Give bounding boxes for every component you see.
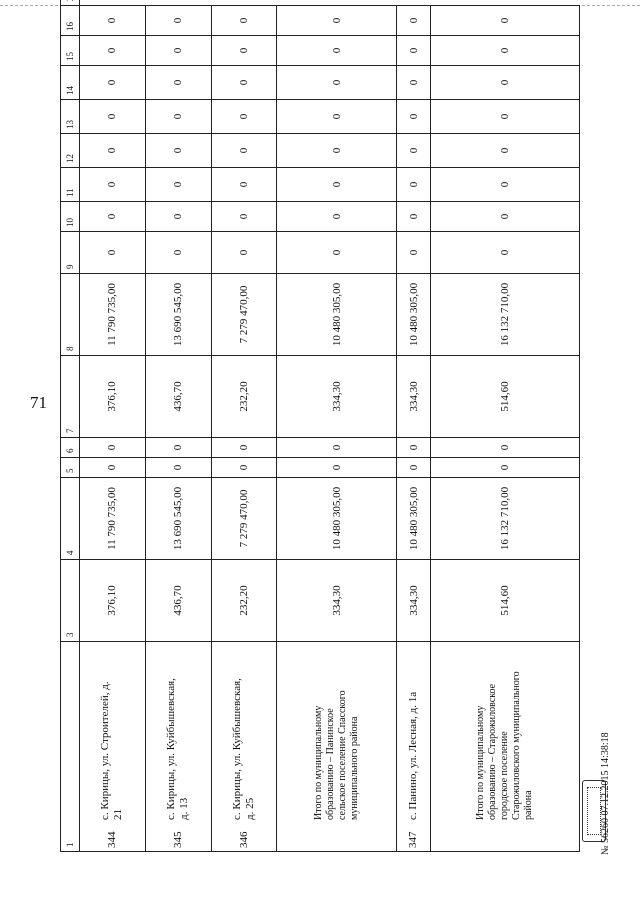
value-cell-c15: 0: [431, 36, 580, 66]
value-cell-c4: 7 279 470,00: [211, 478, 277, 560]
value-cell-c7: 514,60: [431, 356, 580, 438]
value-cell-c12: 0: [211, 134, 277, 168]
value-cell-c14: 0: [277, 66, 396, 100]
value-cell-c3: 334,30: [277, 560, 396, 642]
value-cell-c4: 11 790 735,00: [80, 478, 146, 560]
address-text: с. Кирицы, ул. Куйбышевская, д. 13: [165, 678, 191, 820]
value-cell-c10: 0: [396, 202, 430, 232]
value-cell-c16: 0: [80, 6, 146, 36]
value-cell-c6: 0: [431, 438, 580, 458]
value-cell-c6: 0: [396, 438, 430, 458]
header-cell: 3: [61, 560, 80, 642]
value-cell-c5: 0: [80, 458, 146, 478]
value-cell-c7: 376,10: [80, 356, 146, 438]
header-cell: 8: [61, 274, 80, 356]
value-cell-c10: 0: [211, 202, 277, 232]
value-cell-c14: 0: [431, 66, 580, 100]
row-number: 345: [171, 831, 184, 848]
value-cell-c13: 0: [396, 100, 430, 134]
address-cell: [431, 642, 580, 852]
value-cell-c16: 0: [145, 6, 211, 36]
data-table: [60, 0, 580, 852]
value-cell-c8: 7 279 470,00: [211, 274, 277, 356]
value-cell-c3: 514,60: [431, 560, 580, 642]
value-cell-c15: 0: [145, 36, 211, 66]
table-row-total: [277, 0, 396, 852]
value-cell-c9: 0: [145, 232, 211, 274]
value-cell-c11: 0: [396, 168, 430, 202]
value-cell-c13: 0: [277, 100, 396, 134]
value-cell-c11: 0: [145, 168, 211, 202]
address-cell: [277, 642, 396, 852]
header-cell: 11: [61, 168, 80, 202]
header-col-1: [65, 0, 75, 1]
header-cell: 4: [61, 478, 80, 560]
value-cell-c11: 0: [211, 168, 277, 202]
value-cell-c11: 0: [80, 168, 146, 202]
value-cell-c6: 0: [80, 438, 146, 458]
value-cell-c9: 0: [80, 232, 146, 274]
value-cell-c3: 436,70: [145, 560, 211, 642]
value-cell-c16: 0: [431, 6, 580, 36]
value-cell-c12: 0: [145, 134, 211, 168]
value-cell-c8: 10 480 305,00: [396, 274, 430, 356]
value-cell-c8: 10 480 305,00: [277, 274, 396, 356]
value-cell-c5: 0: [145, 458, 211, 478]
value-cell-c11: 0: [277, 168, 396, 202]
header-cell: 5: [61, 458, 80, 478]
value-cell-c11: 0: [431, 168, 580, 202]
value-cell-c15: 0: [277, 36, 396, 66]
value-cell-c15: 0: [80, 36, 146, 66]
value-cell-c3: 232,20: [211, 560, 277, 642]
value-cell-c16: 0: [277, 6, 396, 36]
header-cell: 10: [61, 202, 80, 232]
address-cell: [80, 642, 146, 852]
value-cell-c14: 0: [211, 66, 277, 100]
row-number: 347: [407, 831, 420, 848]
value-cell-c12: 0: [80, 134, 146, 168]
value-cell-c7: 334,30: [277, 356, 396, 438]
value-cell-c12: 0: [396, 134, 430, 168]
value-cell-c9: 0: [431, 232, 580, 274]
value-cell-c5: 0: [396, 458, 430, 478]
table-row: [396, 0, 430, 852]
table-row: [80, 0, 146, 852]
value-cell-c10: 0: [431, 202, 580, 232]
value-cell-c12: 0: [277, 134, 396, 168]
value-cell-c4: 16 132 710,00: [431, 478, 580, 560]
value-cell-c9: 0: [396, 232, 430, 274]
table-row: [145, 0, 211, 852]
header-cell: 9: [61, 232, 80, 274]
value-cell-c8: 13 690 545,00: [145, 274, 211, 356]
value-cell-c5: 0: [431, 458, 580, 478]
rotated-table-wrapper: [60, 17, 580, 852]
document-registration-footer: № 56260 07.12.2015 14:38:18: [600, 732, 611, 855]
value-cell-c8: 11 790 735,00: [80, 274, 146, 356]
value-cell-c4: 10 480 305,00: [277, 478, 396, 560]
value-cell-c5: 0: [277, 458, 396, 478]
value-cell-c14: 0: [396, 66, 430, 100]
row-number: 346: [237, 831, 250, 848]
address-cell: [396, 642, 430, 852]
value-cell-c9: 0: [211, 232, 277, 274]
value-cell-c10: 0: [145, 202, 211, 232]
address-text: с. Кирицы, ул. Строителей, д. 21: [99, 681, 125, 820]
address-cell: [211, 642, 277, 852]
value-cell-c6: 0: [211, 438, 277, 458]
value-cell-c12: 0: [431, 134, 580, 168]
value-cell-c16: 0: [396, 6, 430, 36]
header-cell: 14: [61, 66, 80, 100]
row-number: 344: [105, 831, 118, 848]
address-text: с. Панино, ул. Лесная, д. 1а: [407, 691, 420, 820]
header-cell: 16: [61, 6, 80, 36]
address-text: с. Кирицы, ул. Куйбышевская, д. 25: [231, 678, 257, 820]
header-cell-col2-label: [61, 0, 80, 6]
value-cell-c13: 0: [80, 100, 146, 134]
value-cell-c13: 0: [211, 100, 277, 134]
header-cell: 6: [61, 438, 80, 458]
value-cell-c15: 0: [396, 36, 430, 66]
value-cell-c16: 0: [211, 6, 277, 36]
table-row-total: [431, 0, 580, 852]
header-cell: 7: [61, 356, 80, 438]
value-cell-c14: 0: [145, 66, 211, 100]
header-cell: 1: [61, 642, 80, 852]
value-cell-c15: 0: [211, 36, 277, 66]
value-cell-c7: 232,20: [211, 356, 277, 438]
value-cell-c7: 334,30: [396, 356, 430, 438]
value-cell-c4: 13 690 545,00: [145, 478, 211, 560]
table-body: [80, 0, 580, 852]
address-text: Итого по муниципальному образованию – Панинское сельское поселение Спасского муниципального района: [312, 690, 360, 820]
value-cell-c6: 0: [277, 438, 396, 458]
value-cell-c9: 0: [277, 232, 396, 274]
value-cell-c10: 0: [80, 202, 146, 232]
value-cell-c3: 376,10: [80, 560, 146, 642]
address-text: Итого по муниципальному образованию – Старожиловское городское поселение Старожиловского муниципального района: [475, 671, 535, 820]
value-cell-c13: 0: [431, 100, 580, 134]
value-cell-c8: 16 132 710,00: [431, 274, 580, 356]
address-cell: [145, 642, 211, 852]
header-cell: 13: [61, 100, 80, 134]
value-cell-c3: 334,30: [396, 560, 430, 642]
value-cell-c6: 0: [145, 438, 211, 458]
header-row: [61, 0, 80, 852]
value-cell-c5: 0: [211, 458, 277, 478]
value-cell-c4: 10 480 305,00: [396, 478, 430, 560]
value-cell-c14: 0: [80, 66, 146, 100]
page-number: 71: [30, 393, 47, 412]
header-cell: 12: [61, 134, 80, 168]
value-cell-c13: 0: [145, 100, 211, 134]
table-row: [211, 0, 277, 852]
value-cell-c10: 0: [277, 202, 396, 232]
value-cell-c7: 436,70: [145, 356, 211, 438]
header-cell: 15: [61, 36, 80, 66]
